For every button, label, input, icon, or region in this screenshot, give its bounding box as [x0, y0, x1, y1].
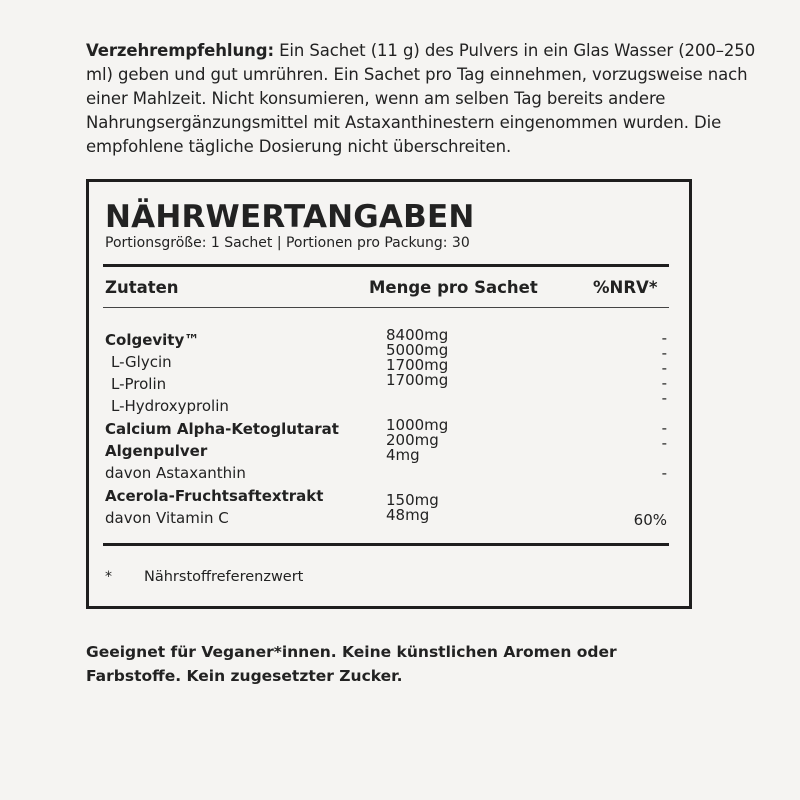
ingredient-name: Colgevity™	[105, 331, 200, 349]
footnote-mark: *	[105, 569, 112, 585]
nrv-value: -	[661, 329, 667, 347]
top-divider	[103, 264, 669, 267]
header-divider	[103, 307, 669, 308]
amount-value: 4mg	[386, 446, 420, 464]
nrv-value: -	[661, 389, 667, 407]
amount-value: 200mg	[386, 431, 439, 449]
ingredient-name: Acerola-Fruchtsaftextrakt	[105, 487, 324, 505]
ingredient-name: L-Glycin	[111, 353, 172, 371]
nrv-value: 60%	[633, 511, 667, 529]
ingredient-name: Algenpulver	[105, 442, 208, 460]
amount-value: 150mg	[386, 491, 439, 509]
col-header-ingredients: Zutaten	[105, 278, 179, 297]
amount-value: 48mg	[386, 506, 430, 524]
usage-label: Verzehrempfehlung:	[86, 41, 274, 60]
usage-recommendation	[86, 39, 776, 159]
nutrition-facts-panel	[86, 179, 692, 609]
amount-value: 8400mg	[386, 326, 449, 344]
nrv-value: -	[661, 434, 667, 452]
nrv-value: -	[661, 464, 667, 482]
amount-value: 5000mg	[386, 341, 449, 359]
col-header-nrv: %NRV*	[593, 278, 658, 297]
bottom-divider	[103, 543, 669, 546]
ingredient-name: L-Prolin	[111, 375, 167, 393]
ingredient-name: L-Hydroxyprolin	[111, 397, 229, 415]
nrv-value: -	[661, 374, 667, 392]
ingredient-name: davon Astaxanthin	[105, 464, 246, 482]
col-header-amount: Menge pro Sachet	[369, 278, 538, 297]
nrv-value: -	[661, 344, 667, 362]
panel-title: NÄHRWERTANGABEN	[105, 199, 475, 235]
ingredient-name: davon Vitamin C	[105, 509, 229, 527]
usage-text: Ein Sachet (11 g) des Pulvers in ein Glas Wasser (200–250 ml) geben und gut umrühren. Ein Sachet pro Tag einnehmen, vorzugsweise nach einer Mahlzeit. Nicht konsumieren, wenn am selben Tag bereits andere Nahrungsergänzungsmittel mit Astaxanthinestern eingenommen wurden. Die empfohlene tägliche Dosierung nicht überschreiten.	[86, 41, 756, 156]
footnote-text: Nährstoffreferenzwert	[144, 569, 304, 585]
nrv-value: -	[661, 419, 667, 437]
ingredient-name: Calcium Alpha-Ketoglutarat	[105, 420, 339, 438]
amount-value: 1700mg	[386, 371, 449, 389]
amount-value: 1000mg	[386, 416, 449, 434]
nrv-value: -	[661, 359, 667, 377]
amount-value: 1700mg	[386, 356, 449, 374]
serving-info: Portionsgröße: 1 Sachet | Portionen pro Packung: 30	[105, 235, 470, 251]
product-claims: Geeignet für Veganer*innen. Keine künstlichen Aromen oder Farbstoffe. Kein zugesetzter Zucker.	[86, 643, 617, 685]
